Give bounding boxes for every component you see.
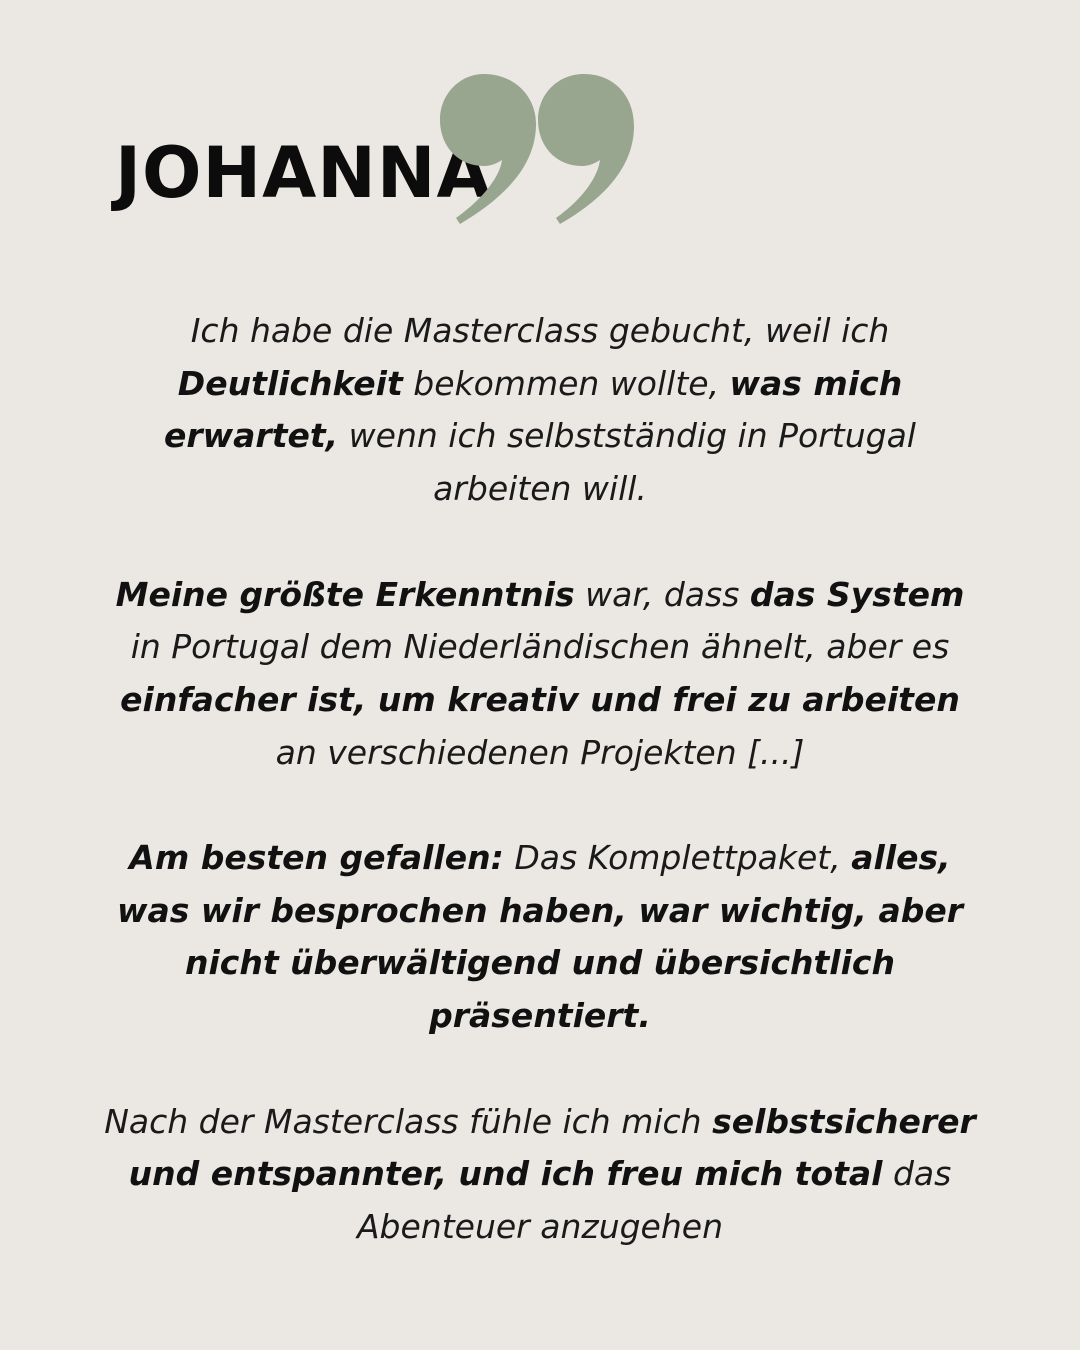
text-segment: in Portugal dem Niederländischen ähnelt, aber es [130,627,950,667]
text-segment-bold: Meine größte Erkenntnis [115,574,575,614]
testimonial-paragraph [100,832,980,1043]
closing-quotation-mark-icon [438,70,638,230]
testimonial-paragraph [100,305,980,516]
text-segment-bold: einfacher ist, um kreativ und frei zu arbeiten [120,679,960,719]
text-segment: Ich habe die Masterclass gebucht, weil ich [190,311,890,350]
text-segment-bold: das System [749,574,965,614]
testimonial-header [0,0,1080,260]
testimonial-paragraph [100,1096,980,1254]
text-segment-bold: Am besten gefallen: [129,838,504,877]
text-segment-bold: alles, was wir besprochen haben, war wichtig, aber nicht überwältigend und übersichtlich präsentiert. [116,838,963,1036]
text-segment: Das Komplettpaket, [503,838,852,877]
testimonial-paragraph [100,569,980,780]
text-segment: bekommen wollte, [402,363,730,403]
person-name: JOHANNA [115,132,492,214]
text-segment: wenn ich selbstständig in Portugal arbeiten will. [338,416,916,509]
text-segment-bold: Deutlichkeit [177,363,403,403]
text-segment-bold: was mich erwartet, [164,363,903,456]
text-segment-bold: selbstsicherer und entspannter, und ich freu mich total [128,1101,976,1194]
text-segment: war, dass [574,574,750,614]
testimonial-text [100,305,980,1254]
text-segment: an verschiedenen Projekten [...] [275,732,805,772]
text-segment: Nach der Masterclass fühle ich mich [104,1101,713,1141]
text-segment: das Abenteuer anzugehen [356,1154,952,1246]
